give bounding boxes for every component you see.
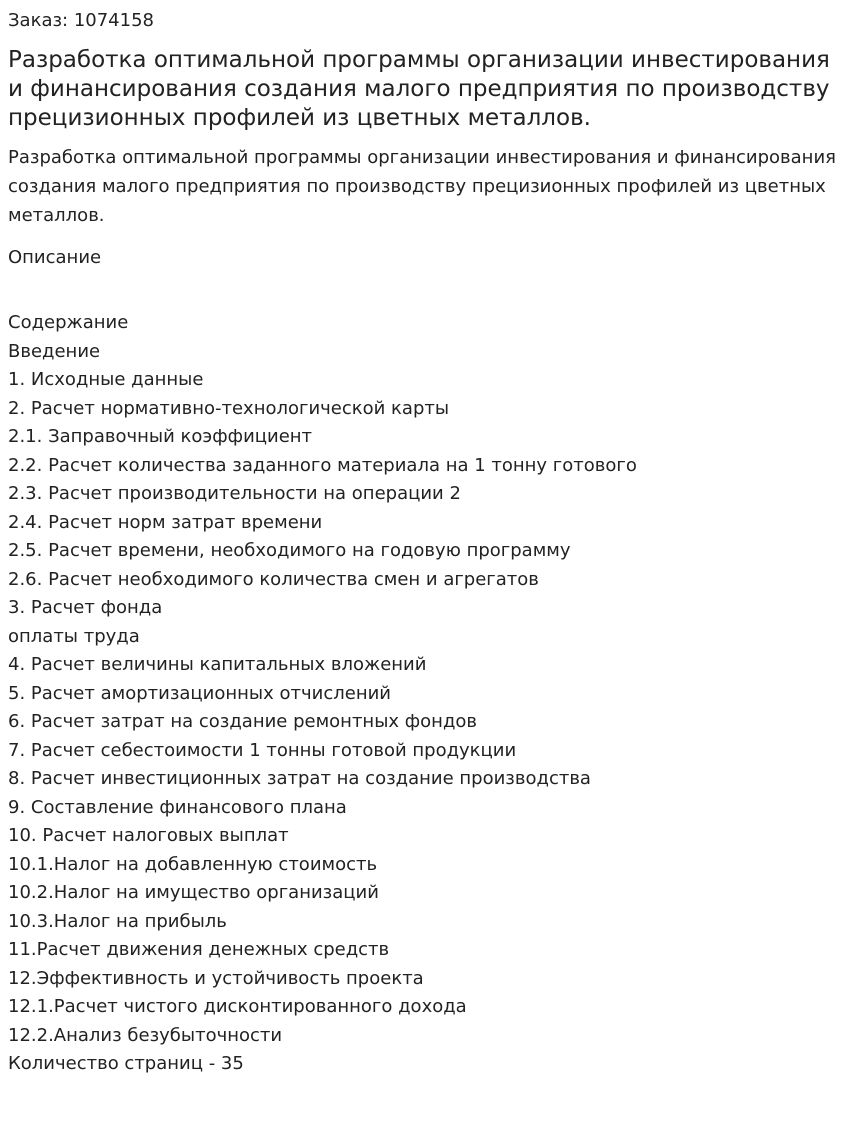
contents-item: 12.1.Расчет чистого дисконтированного дохода (8, 996, 467, 1017)
contents-item: 4. Расчет величины капитальных вложений (8, 654, 427, 675)
contents-item: 12.2.Анализ безубыточности (8, 1024, 283, 1046)
contents-item: 2.2. Расчет количества заданного материала на 1 тонну готового (8, 454, 637, 476)
contents-item: Введение (8, 340, 101, 362)
contents-item: 7. Расчет себестоимости 1 тонны готовой продукции (8, 739, 517, 761)
contents-item: 2.6. Расчет необходимого количества смен и агрегатов (8, 568, 539, 590)
contents-item: 2.3. Расчет производительности на операции 2 (8, 483, 461, 504)
document-summary: Разработка оптимальной программы организации инвестирования и финансирования создания малого предприятия по производству прецизионных профилей из цветных металлов. (8, 147, 836, 226)
description-heading: Описание (8, 247, 102, 268)
contents-item: 10.2.Налог на имущество организаций (8, 882, 379, 903)
document-title: Разработка оптимальной программы организации инвестирования и финансирования создания малого предприятия по производству прецизионных профилей из цветных металлов. (8, 47, 830, 131)
contents-item: 2.5. Расчет времени, необходимого на годовую программу (8, 540, 571, 561)
contents-item: 9. Составление финансового плана (8, 796, 347, 818)
contents-item: 8. Расчет инвестиционных затрат на создание производства (8, 768, 591, 789)
contents-item: 1. Исходные данные (8, 369, 204, 390)
contents-item: 11.Расчет движения денежных средств (8, 939, 390, 960)
contents-item: 10.1.Налог на добавленную стоимость (8, 853, 378, 875)
page-count: Количество страниц - 35 (8, 1053, 244, 1074)
contents-item: 5. Расчет амортизационных отчислений (8, 682, 391, 704)
contents-item: 6. Расчет затрат на создание ремонтных фондов (8, 711, 478, 732)
contents-item: 12.Эффективность и устойчивость проекта (8, 967, 424, 989)
contents-item: 2.1. Заправочный коэффициент (8, 426, 313, 447)
order-number: Заказ: 1074158 (8, 10, 154, 31)
contents-item: оплаты труда (8, 625, 140, 647)
contents-item: 10.3.Налог на прибыль (8, 910, 227, 932)
contents-item: 3. Расчет фонда (8, 597, 163, 618)
contents-item: 10. Расчет налоговых выплат (8, 825, 289, 846)
contents-item: 2. Расчет нормативно-технологической карты (8, 397, 450, 419)
contents-item: 2.4. Расчет норм затрат времени (8, 511, 323, 533)
table-of-contents (8, 309, 839, 1079)
contents-item: Содержание (8, 312, 129, 333)
